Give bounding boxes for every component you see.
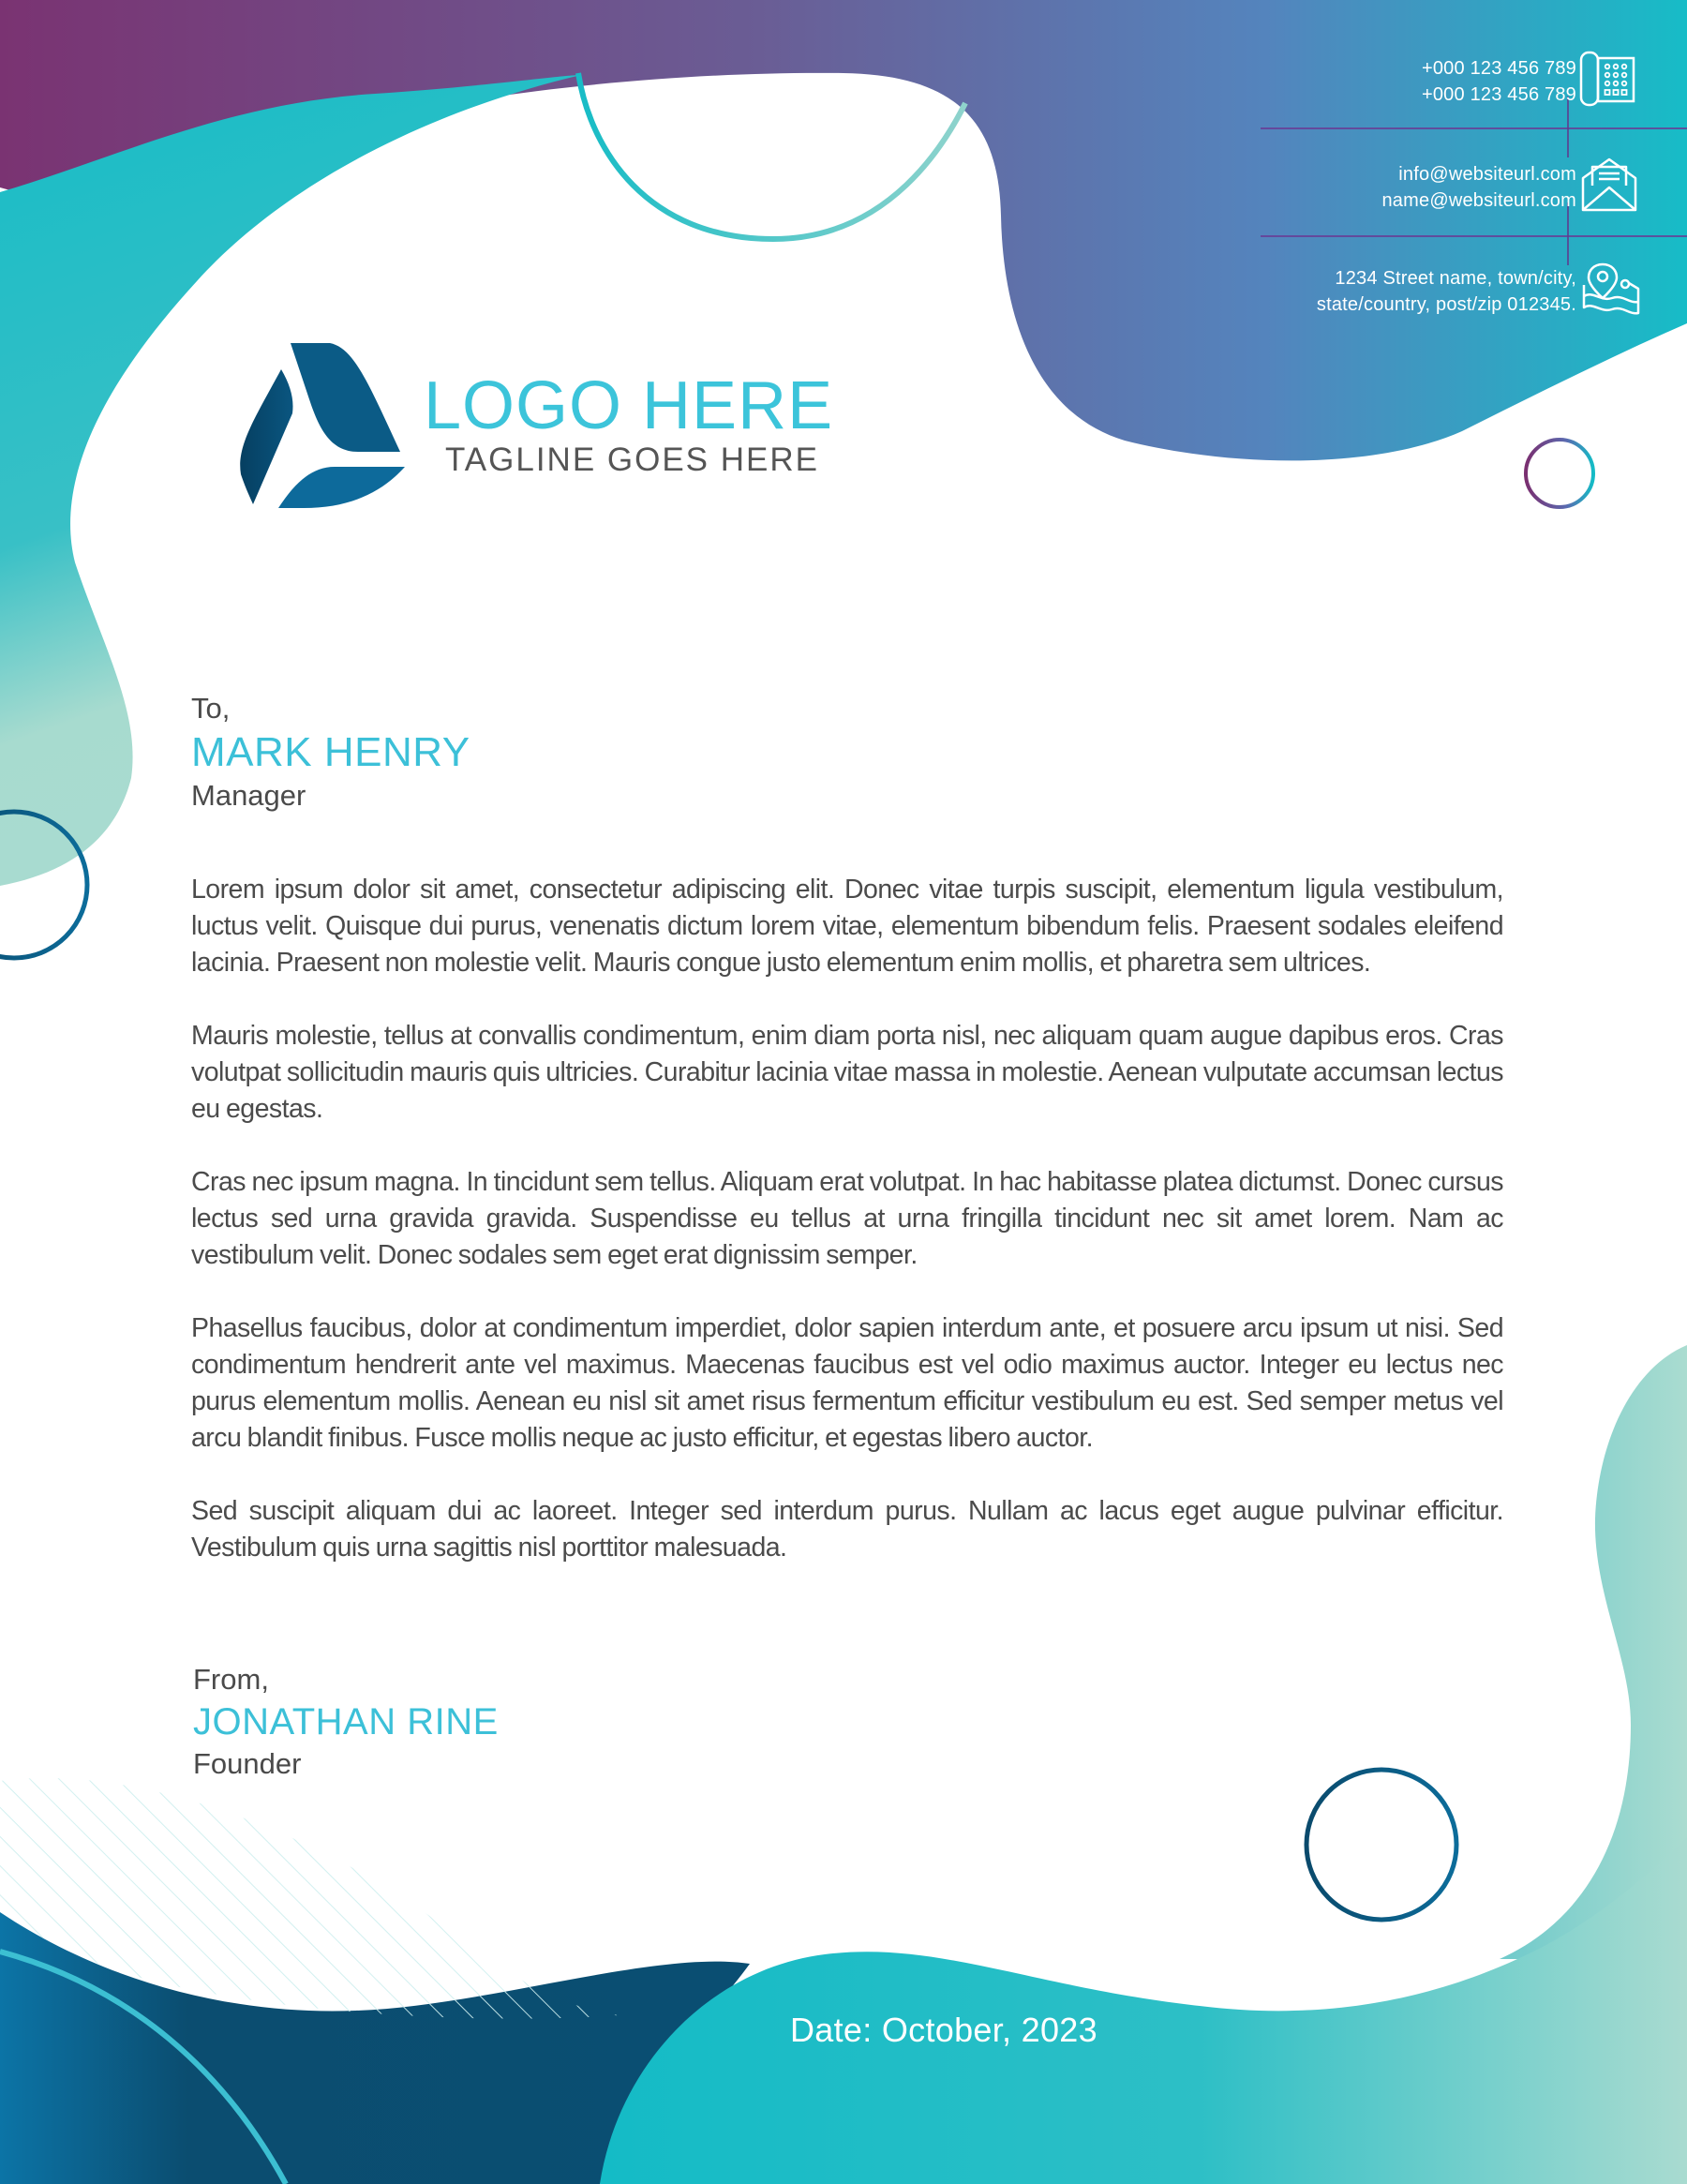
contact-phone bbox=[1422, 55, 1576, 108]
email-line-1[interactable]: info@websiteurl.com bbox=[1398, 164, 1576, 185]
recipient-block bbox=[191, 690, 470, 815]
logo-bottom-petal bbox=[278, 467, 405, 508]
sender-salutation: From, bbox=[193, 1663, 269, 1696]
contact-email bbox=[1381, 161, 1576, 214]
bottom-right-navy-ring bbox=[1306, 1770, 1456, 1920]
logo-top-petal bbox=[291, 343, 400, 452]
logo-left-petal bbox=[240, 369, 292, 504]
phone-line-1[interactable]: +000 123 456 789 bbox=[1421, 58, 1576, 79]
body-paragraph: Mauris molestie, tellus at convallis condimentum, enim diam porta nisl, nec aliquam quam augue dapibus eros. Cras volutpat sollicitudin mauris quis ultricies. Curabitur lacinia vitae massa in molestie. Aenean vulputate accumsan lectus eu egestas. bbox=[191, 1021, 1503, 1124]
recipient-salutation: To, bbox=[191, 692, 231, 725]
address-line-1: 1234 Street name, town/city, bbox=[1335, 268, 1576, 289]
address-line-2: state/country, post/zip 012345. bbox=[1316, 294, 1576, 315]
bottom-teal-wave bbox=[600, 1837, 1687, 2184]
body-paragraph: Phasellus faucibus, dolor at condimentum imperdiet, dolor sapien interdum ante, et posuere arcu ipsum ut nisi. Sed condimentum hendrerit ante vel maximus. Maecenas faucibus est vel odio maximus auctor. Integer eu lectus nec purus elementum mollis. Aenean eu nisl sit amet risus fermentum efficitur vestibulum eu est. Sed semper metus vel arcu blandit finibus. Fusce mollis neque ac justo efficitur, et egestas libero auctor. bbox=[191, 1313, 1503, 1453]
email-line-2[interactable]: name@websiteurl.com bbox=[1381, 190, 1576, 211]
body-paragraph: Cras nec ipsum magna. In tincidunt sem tellus. Aliquam erat volutpat. In hac habitasse platea dictumst. Donec cursus lectus sed urna gravida gravida. Suspendisse eu tellus at urna fringilla tincidunt nec sit amet lorem. Nam ac vestibulum velit. Donec sodales sem eget erat dignissim semper. bbox=[191, 1167, 1503, 1270]
desk-phone-icon bbox=[1579, 51, 1637, 109]
sender-block bbox=[193, 1661, 499, 1783]
logo-title: LOGO HERE bbox=[424, 368, 834, 443]
logo-mark bbox=[236, 343, 405, 508]
recipient-name: MARK HENRY bbox=[191, 729, 470, 775]
small-gradient-ring bbox=[1526, 440, 1593, 507]
phone-line-2[interactable]: +000 123 456 789 bbox=[1421, 84, 1576, 105]
recipient-title: Manager bbox=[191, 779, 306, 812]
sender-name: JONATHAN RINE bbox=[193, 1701, 499, 1743]
map-pin-icon bbox=[1582, 261, 1640, 319]
logo-tagline: TAGLINE GOES HERE bbox=[445, 441, 819, 478]
footer-date: Date: October, 2023 bbox=[790, 2011, 1097, 2049]
top-arc bbox=[578, 73, 965, 239]
body-paragraph: Sed suscipit aliquam dui ac laoreet. Integer sed interdum purus. Nullam ac lacus eget augue pulvinar efficitur. Vestibulum quis urna sagittis nisl porttitor malesuada. bbox=[191, 1496, 1503, 1563]
letter-body bbox=[191, 872, 1503, 1566]
body-paragraph: Lorem ipsum dolor sit amet, consectetur adipiscing elit. Donec vitae turpis suscipit, elementum ligula vestibulum, luctus velit. Quisque dui purus, venenatis dictum lorem vitae, elementum bibendum felis. Praesent sodales eleifend lacinia. Praesent non molestie velit. Mauris congue justo elementum enim mollis, et pharetra sem ultrices. bbox=[191, 875, 1503, 978]
sender-title: Founder bbox=[193, 1747, 302, 1780]
open-envelope-icon bbox=[1580, 156, 1638, 214]
contact-address bbox=[1317, 265, 1576, 318]
